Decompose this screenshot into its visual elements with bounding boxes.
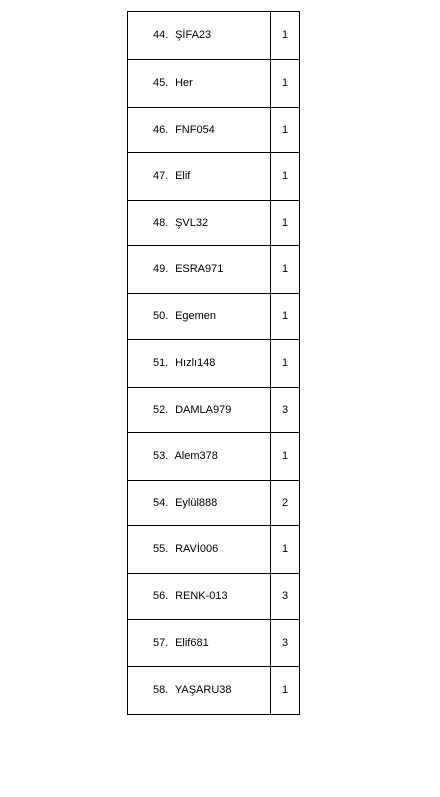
- table-row: [128, 60, 300, 108]
- participant-name: ŞVL32: [175, 216, 209, 229]
- count-cell: 1: [271, 526, 300, 574]
- row-index: 54.: [153, 496, 169, 509]
- count-cell: 1: [271, 667, 300, 715]
- participant-cell: [128, 246, 271, 294]
- participant-name: Elif: [175, 170, 191, 182]
- row-index: 48.: [153, 216, 169, 229]
- count-cell: 1: [271, 201, 300, 246]
- participant-name: ESRA971: [175, 263, 224, 275]
- participant-cell: [128, 481, 271, 526]
- row-index: 52.: [153, 403, 169, 416]
- table-row: [128, 294, 300, 340]
- participant-cell: [128, 526, 271, 574]
- table-row: [128, 246, 300, 294]
- participant-name: YAŞARU38: [174, 684, 232, 696]
- count-cell: 1: [271, 294, 300, 340]
- participant-name: DAMLA979: [175, 403, 232, 416]
- table-row: [128, 620, 300, 667]
- count-cell: 1: [271, 433, 300, 481]
- participant-cell: [128, 60, 271, 108]
- participant-cell: [128, 201, 271, 246]
- participant-name: Egemen: [175, 310, 217, 322]
- count-cell: 1: [271, 340, 300, 388]
- participant-name: Hızlı148: [175, 357, 216, 369]
- participant-name: Eylül888: [175, 496, 218, 509]
- participant-cell: [128, 620, 271, 667]
- count-cell: 1: [271, 246, 300, 294]
- participant-name: ŞİFA23: [175, 29, 212, 41]
- table-row: [128, 481, 300, 526]
- table-row: [128, 153, 300, 201]
- table-row: [128, 433, 300, 481]
- row-index: 46.: [153, 123, 169, 136]
- row-index: 47.: [153, 170, 169, 182]
- participant-cell: [128, 388, 271, 433]
- row-index: 58.: [153, 684, 169, 696]
- participant-cell: [128, 294, 271, 340]
- participant-cell: [128, 574, 271, 620]
- participant-name: Her: [175, 77, 193, 89]
- row-index: 44.: [153, 29, 169, 41]
- count-cell: 2: [271, 481, 300, 526]
- table-row: [128, 526, 300, 574]
- row-index: 56.: [153, 590, 169, 602]
- count-cell: 1: [271, 153, 300, 201]
- participant-cell: [128, 153, 271, 201]
- count-cell: 3: [271, 620, 300, 667]
- count-cell: 3: [271, 388, 300, 433]
- participant-name: Alem378: [174, 450, 218, 462]
- count-cell: 1: [271, 12, 300, 60]
- participant-cell: [128, 108, 271, 153]
- participant-name: RAVİ006: [175, 543, 219, 555]
- row-index: 55.: [153, 543, 169, 555]
- count-cell: 1: [271, 60, 300, 108]
- row-index: 53.: [153, 450, 169, 462]
- participant-name: FNF054: [175, 123, 215, 136]
- table-row: [128, 108, 300, 153]
- row-index: 50.: [153, 310, 169, 322]
- participant-name: RENK-013: [175, 590, 228, 602]
- row-index: 49.: [153, 263, 169, 275]
- table-row: [128, 667, 300, 715]
- count-cell: 1: [271, 108, 300, 153]
- table-row: [128, 388, 300, 433]
- participant-cell: [128, 340, 271, 388]
- table-row: [128, 201, 300, 246]
- row-index: 57.: [153, 636, 169, 649]
- participant-table-body: [128, 12, 300, 715]
- table-row: [128, 12, 300, 60]
- row-index: 51.: [153, 357, 169, 369]
- participant-cell: [128, 12, 271, 60]
- row-index: 45.: [153, 77, 169, 89]
- participant-table: [127, 11, 300, 715]
- participant-name: Elif681: [175, 636, 209, 649]
- table-row: [128, 574, 300, 620]
- table-row: [128, 340, 300, 388]
- participant-cell: [128, 433, 271, 481]
- participant-cell: [128, 667, 271, 715]
- count-cell: 3: [271, 574, 300, 620]
